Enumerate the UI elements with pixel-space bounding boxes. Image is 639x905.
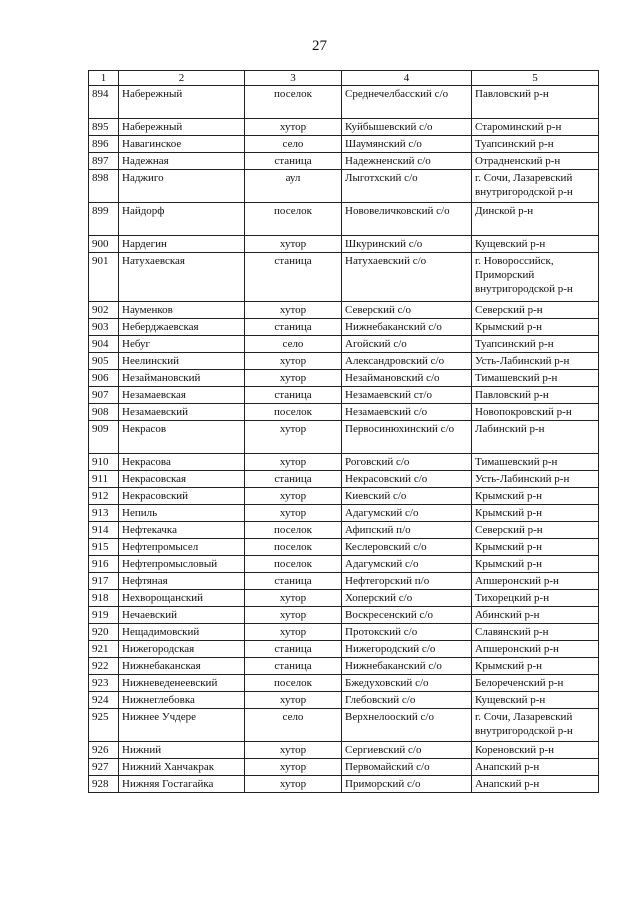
rural-council-cell: Агойский с/о [342,336,472,353]
district-cell: Павловский р-н [472,387,599,404]
table-row [89,658,599,675]
settlement-type-cell: аул [245,170,342,203]
table-row [89,421,599,454]
page-number: 27 [312,38,327,54]
rural-council-cell: Протокский с/о [342,624,472,641]
table-row [89,624,599,641]
row-number-cell: 911 [89,471,119,488]
row-number-cell: 926 [89,742,119,759]
table-row [89,136,599,153]
rural-council-cell: Незаймановский с/о [342,370,472,387]
district-cell: Туапсинский р-н [472,136,599,153]
table-row [89,573,599,590]
settlement-type-cell: станица [245,471,342,488]
settlement-type-cell: хутор [245,488,342,505]
rural-council-cell: Роговский с/о [342,454,472,471]
district-cell: Крымский р-н [472,658,599,675]
district-cell: Туапсинский р-н [472,336,599,353]
rural-council-cell: Приморский с/о [342,776,472,793]
table-row [89,692,599,709]
settlement-name-cell: Некрасов [119,421,245,454]
rural-council-cell: Незамаевский ст/о [342,387,472,404]
rural-council-cell: Северский с/о [342,302,472,319]
settlements-table [88,70,599,793]
rural-council-cell: Первомайский с/о [342,759,472,776]
table-row [89,203,599,236]
settlement-type-cell: хутор [245,236,342,253]
settlement-type-cell: хутор [245,421,342,454]
rural-council-cell: Нижнебаканский с/о [342,319,472,336]
district-cell: г. Сочи, Лазаревский внутригородской р-н [472,709,599,742]
table-row [89,742,599,759]
table-row [89,353,599,370]
rural-council-cell: Незамаевский с/о [342,404,472,421]
rural-council-cell: Некрасовский с/о [342,471,472,488]
settlement-name-cell: Нижний Ханчакрак [119,759,245,776]
table-body [89,86,599,793]
table-row [89,759,599,776]
settlement-name-cell: Незамаевский [119,404,245,421]
district-cell: Крымский р-н [472,539,599,556]
rural-council-cell: Шаумянский с/о [342,136,472,153]
row-number-cell: 894 [89,86,119,119]
table-row [89,404,599,421]
row-number-cell: 925 [89,709,119,742]
settlement-name-cell: Неелинский [119,353,245,370]
rural-council-cell: Первосинюхинский с/о [342,421,472,454]
rural-council-cell: Адагумский с/о [342,556,472,573]
settlement-type-cell: поселок [245,522,342,539]
row-number-cell: 914 [89,522,119,539]
row-number-cell: 905 [89,353,119,370]
district-cell: Северский р-н [472,302,599,319]
district-cell: Тихорецкий р-н [472,590,599,607]
table-row [89,505,599,522]
settlement-type-cell: поселок [245,404,342,421]
rural-council-cell: Куйбышевский с/о [342,119,472,136]
settlement-name-cell: Науменков [119,302,245,319]
settlement-type-cell: хутор [245,505,342,522]
row-number-cell: 895 [89,119,119,136]
settlement-name-cell: Неберджаевская [119,319,245,336]
settlement-type-cell: село [245,709,342,742]
district-cell: г. Сочи, Лазаревский внутригородской р-н [472,170,599,203]
rural-council-cell: Бжедуховский с/о [342,675,472,692]
row-number-cell: 908 [89,404,119,421]
district-cell: Крымский р-н [472,556,599,573]
row-number-cell: 919 [89,607,119,624]
rural-council-cell: Верхнелооский с/о [342,709,472,742]
district-cell: Белореченский р-н [472,675,599,692]
table-row [89,319,599,336]
row-number-cell: 927 [89,759,119,776]
table-row [89,590,599,607]
settlement-name-cell: Нещадимовский [119,624,245,641]
rural-council-cell: Воскресенский с/о [342,607,472,624]
rural-council-cell: Кеслеровский с/о [342,539,472,556]
rural-council-cell: Хоперский с/о [342,590,472,607]
table-row [89,607,599,624]
table-row [89,488,599,505]
settlement-type-cell: село [245,336,342,353]
settlement-type-cell: хутор [245,742,342,759]
district-cell: Усть-Лабинский р-н [472,471,599,488]
table-row [89,236,599,253]
row-number-cell: 924 [89,692,119,709]
rural-council-cell: Афипский п/о [342,522,472,539]
row-number-cell: 899 [89,203,119,236]
settlement-name-cell: Навагинское [119,136,245,153]
district-cell: Кущевский р-н [472,692,599,709]
row-number-cell: 928 [89,776,119,793]
table-row [89,471,599,488]
settlement-type-cell: хутор [245,370,342,387]
row-number-cell: 918 [89,590,119,607]
settlement-name-cell: Наджиго [119,170,245,203]
settlement-name-cell: Набережный [119,119,245,136]
table-row [89,119,599,136]
settlement-type-cell: хутор [245,353,342,370]
settlement-type-cell: хутор [245,692,342,709]
settlement-name-cell: Нижегородская [119,641,245,658]
table-row [89,253,599,302]
row-number-cell: 901 [89,253,119,302]
district-cell: Апшеронский р-н [472,573,599,590]
table-row [89,170,599,203]
district-cell: Лабинский р-н [472,421,599,454]
settlement-type-cell: поселок [245,203,342,236]
table-row [89,302,599,319]
header-cell-1: 1 [89,71,119,86]
rural-council-cell: Киевский с/о [342,488,472,505]
district-cell: Апшеронский р-н [472,641,599,658]
settlement-type-cell: поселок [245,86,342,119]
settlement-type-cell: хутор [245,759,342,776]
settlement-type-cell: станица [245,658,342,675]
settlement-name-cell: Нечаевский [119,607,245,624]
rural-council-cell: Нижнебаканский с/о [342,658,472,675]
district-cell: Крымский р-н [472,505,599,522]
district-cell: Усть-Лабинский р-н [472,353,599,370]
table-row [89,675,599,692]
row-number-cell: 906 [89,370,119,387]
table-row [89,522,599,539]
district-cell: Славянский р-н [472,624,599,641]
settlement-type-cell: хутор [245,302,342,319]
rural-council-cell: Надежненский с/о [342,153,472,170]
district-cell: Крымский р-н [472,488,599,505]
settlement-name-cell: Нардегин [119,236,245,253]
settlement-type-cell: поселок [245,539,342,556]
header-row [89,71,599,86]
settlement-name-cell: Нефтекачка [119,522,245,539]
settlement-name-cell: Нижняя Гостагайка [119,776,245,793]
settlement-name-cell: Некрасовский [119,488,245,505]
settlement-name-cell: Нижнее Учдере [119,709,245,742]
table-row [89,387,599,404]
settlement-type-cell: хутор [245,776,342,793]
table-row [89,641,599,658]
settlement-type-cell: хутор [245,119,342,136]
settlement-type-cell: хутор [245,607,342,624]
row-number-cell: 909 [89,421,119,454]
district-cell: Тимашевский р-н [472,454,599,471]
settlement-type-cell: поселок [245,556,342,573]
settlement-name-cell: Нефтепромысел [119,539,245,556]
district-cell: Кореновский р-н [472,742,599,759]
rural-council-cell: Александровский с/о [342,353,472,370]
table-row [89,776,599,793]
rural-council-cell: Нововеличковский с/о [342,203,472,236]
district-cell: Анапский р-н [472,759,599,776]
settlement-name-cell: Надежная [119,153,245,170]
rural-council-cell: Сергиевский с/о [342,742,472,759]
header-cell-5: 5 [472,71,599,86]
district-cell: Крымский р-н [472,319,599,336]
district-cell: Староминский р-н [472,119,599,136]
table-row [89,709,599,742]
district-cell: Северский р-н [472,522,599,539]
settlement-type-cell: станица [245,153,342,170]
settlement-type-cell: хутор [245,454,342,471]
rural-council-cell: Шкуринский с/о [342,236,472,253]
settlement-name-cell: Нефтяная [119,573,245,590]
settlement-type-cell: станица [245,253,342,302]
rural-council-cell: Среднечелбасский с/о [342,86,472,119]
row-number-cell: 902 [89,302,119,319]
row-number-cell: 921 [89,641,119,658]
district-cell: Павловский р-н [472,86,599,119]
district-cell: Кущевский р-н [472,236,599,253]
settlement-name-cell: Нижнебаканская [119,658,245,675]
row-number-cell: 923 [89,675,119,692]
row-number-cell: 896 [89,136,119,153]
table-row [89,153,599,170]
settlement-type-cell: поселок [245,675,342,692]
settlement-type-cell: станица [245,641,342,658]
row-number-cell: 912 [89,488,119,505]
settlement-name-cell: Некрасовская [119,471,245,488]
row-number-cell: 917 [89,573,119,590]
district-cell: г. Новороссийск, Приморский внутригородской р-н [472,253,599,302]
row-number-cell: 897 [89,153,119,170]
rural-council-cell: Глебовский с/о [342,692,472,709]
rural-council-cell: Натухаевский с/о [342,253,472,302]
row-number-cell: 907 [89,387,119,404]
row-number-cell: 910 [89,454,119,471]
row-number-cell: 913 [89,505,119,522]
table-row [89,370,599,387]
settlement-type-cell: хутор [245,590,342,607]
district-cell: Динской р-н [472,203,599,236]
rural-council-cell: Нижегородский с/о [342,641,472,658]
district-cell: Абинский р-н [472,607,599,624]
settlement-name-cell: Нижневеденеевский [119,675,245,692]
settlement-type-cell: село [245,136,342,153]
settlement-name-cell: Незаймановский [119,370,245,387]
settlement-name-cell: Набережный [119,86,245,119]
district-cell: Анапский р-н [472,776,599,793]
rural-council-cell: Адагумский с/о [342,505,472,522]
table-row [89,336,599,353]
settlement-name-cell: Незамаевская [119,387,245,404]
settlement-name-cell: Небуг [119,336,245,353]
settlement-type-cell: хутор [245,624,342,641]
rural-council-cell: Нефтегорский п/о [342,573,472,590]
row-number-cell: 903 [89,319,119,336]
settlement-name-cell: Нижнеглебовка [119,692,245,709]
district-cell: Тимашевский р-н [472,370,599,387]
settlement-name-cell: Непиль [119,505,245,522]
table-row [89,454,599,471]
row-number-cell: 900 [89,236,119,253]
row-number-cell: 898 [89,170,119,203]
table-row [89,86,599,119]
settlement-name-cell: Натухаевская [119,253,245,302]
row-number-cell: 915 [89,539,119,556]
row-number-cell: 904 [89,336,119,353]
district-cell: Отрадненский р-н [472,153,599,170]
row-number-cell: 920 [89,624,119,641]
settlement-type-cell: станица [245,319,342,336]
header-cell-2: 2 [119,71,245,86]
row-number-cell: 922 [89,658,119,675]
district-cell: Новопокровский р-н [472,404,599,421]
row-number-cell: 916 [89,556,119,573]
rural-council-cell: Лыготхский с/о [342,170,472,203]
header-cell-4: 4 [342,71,472,86]
settlement-name-cell: Некрасова [119,454,245,471]
settlement-name-cell: Нехворощанский [119,590,245,607]
table-header [89,71,599,86]
settlement-name-cell: Нефтепромысловый [119,556,245,573]
settlement-name-cell: Нижний [119,742,245,759]
header-cell-3: 3 [245,71,342,86]
settlement-type-cell: станица [245,573,342,590]
table-row [89,556,599,573]
settlement-type-cell: станица [245,387,342,404]
table-row [89,539,599,556]
settlement-name-cell: Найдорф [119,203,245,236]
